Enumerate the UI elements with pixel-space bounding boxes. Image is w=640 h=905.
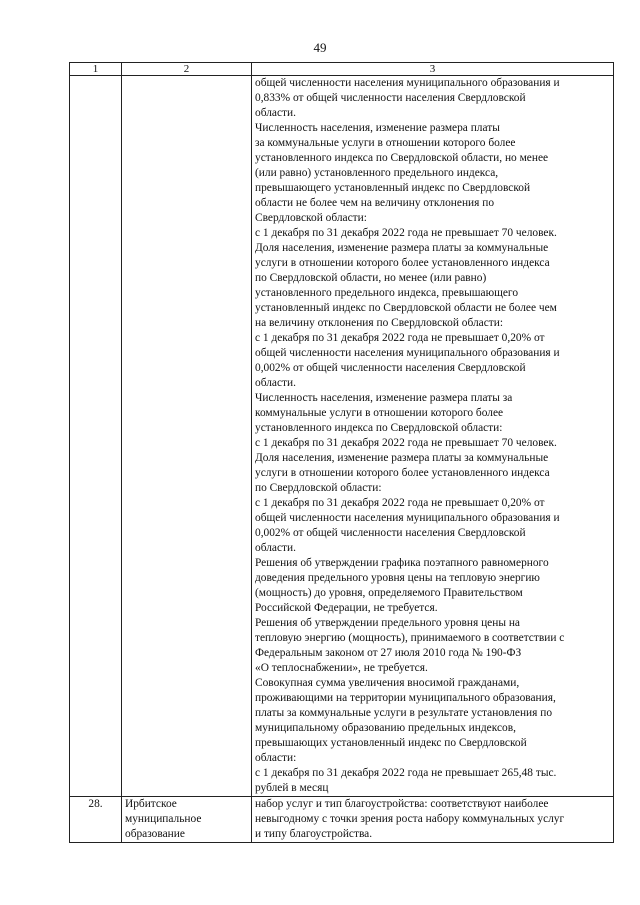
text-line: с 1 декабря по 31 декабря 2022 года не превышает 70 человек. bbox=[255, 227, 557, 239]
text-line: Численность населения, изменение размера платы за bbox=[255, 392, 513, 404]
text-line: за коммунальные услуги в отношении которого более bbox=[255, 137, 516, 149]
text-line: 0,833% от общей численности населения Свердловской bbox=[255, 92, 526, 104]
text-line: муниципальному образованию предельных индексов, bbox=[255, 722, 516, 734]
text-line: коммунальные услуги в отношении которого более bbox=[255, 407, 504, 419]
text-line: области. bbox=[255, 542, 296, 554]
text-line: установленного индекса по Свердловской области, но менее bbox=[255, 152, 549, 164]
text-line: 0,002% от общей численности населения Свердловской bbox=[255, 362, 526, 374]
municipality-name-line: Ирбитское bbox=[125, 798, 177, 810]
text-line: общей численности населения муниципального образования и bbox=[255, 512, 560, 524]
row-number-cell: 28. bbox=[70, 797, 122, 843]
text-line: услуги в отношении которого более установленного индекса bbox=[255, 467, 550, 479]
text-line: области: bbox=[255, 752, 297, 764]
text-line: установленный индекс по Свердловской области не более чем bbox=[255, 302, 557, 314]
municipality-cell bbox=[122, 797, 252, 843]
text-line: общей численности населения муниципального образования и bbox=[255, 347, 560, 359]
text-line: платы за коммунальные услуги в результате установления по bbox=[255, 707, 553, 719]
text-line: Доля населения, изменение размера платы за коммунальные bbox=[255, 242, 549, 254]
text-line: Решения об утверждении графика поэтапного равномерного bbox=[255, 557, 549, 569]
text-line: рублей в месяц bbox=[255, 782, 329, 794]
text-line: проживающими на территории муниципального образования, bbox=[255, 692, 556, 704]
municipality-name-line: образование bbox=[125, 828, 185, 840]
text-line: Совокупная сумма увеличения вносимой гражданами, bbox=[255, 677, 520, 689]
text-line: с 1 декабря по 31 декабря 2022 года не превышает 0,20% от bbox=[255, 497, 545, 509]
text-line: набор услуг и тип благоустройства: соответствуют наиболее bbox=[255, 798, 549, 810]
text-line: Российской Федерации, не требуется. bbox=[255, 602, 438, 614]
header-col-2: 2 bbox=[122, 63, 252, 76]
text-line: общей численности населения муниципального образования и bbox=[255, 77, 560, 89]
text-line: Доля населения, изменение размера платы за коммунальные bbox=[255, 452, 549, 464]
text-line: услуги в отношении которого более установленного индекса bbox=[255, 257, 550, 269]
row-number-cell bbox=[70, 76, 122, 797]
municipality-name-line: муниципальное bbox=[125, 813, 202, 825]
municipality-cell bbox=[122, 76, 252, 797]
text-line: Решения об утверждении предельного уровня цены на bbox=[255, 617, 520, 629]
text-line: установленного предельного индекса, превышающего bbox=[255, 287, 519, 299]
municipal-table bbox=[69, 62, 614, 843]
description-cell bbox=[252, 797, 614, 843]
text-line: с 1 декабря по 31 декабря 2022 года не превышает 0,20% от bbox=[255, 332, 545, 344]
description-cell bbox=[252, 76, 614, 797]
text-line: Численность населения, изменение размера платы bbox=[255, 122, 500, 134]
text-line: Федеральным законом от 27 июля 2010 года № 190-ФЗ bbox=[255, 647, 522, 659]
text-line: (мощность) до уровня, определяемого Правительством bbox=[255, 587, 523, 599]
text-line: области не более чем на величину отклонения по bbox=[255, 197, 495, 209]
text-line: доведения предельного уровня цены на тепловую энергию bbox=[255, 572, 540, 584]
text-line: с 1 декабря по 31 декабря 2022 года не превышает 265,48 тыс. bbox=[255, 767, 557, 779]
text-line: области. bbox=[255, 377, 296, 389]
page-number: 49 bbox=[313, 40, 327, 55]
table-row-continuation bbox=[70, 76, 614, 797]
text-line: превышающего установленный индекс по Свердловской bbox=[255, 182, 531, 194]
text-line: превышающих установленный индекс по Свердловской bbox=[255, 737, 527, 749]
table-row-28 bbox=[70, 797, 614, 843]
table-header-row bbox=[70, 63, 614, 76]
text-line: «О теплоснабжении», не требуется. bbox=[255, 662, 428, 674]
text-line: (или равно) установленного предельного индекса, bbox=[255, 167, 499, 179]
text-line: установленного индекса по Свердловской области: bbox=[255, 422, 503, 434]
text-line: тепловую энергию (мощность), принимаемого в соответствии с bbox=[255, 632, 565, 644]
header-col-1: 1 bbox=[70, 63, 122, 76]
text-line: по Свердловской области: bbox=[255, 482, 382, 494]
text-line: Свердловской области: bbox=[255, 212, 367, 224]
text-line: невыгодному с точки зрения роста набору коммунальных услуг bbox=[255, 813, 565, 825]
text-line: 0,002% от общей численности населения Свердловской bbox=[255, 527, 526, 539]
text-line: на величину отклонения по Свердловской области: bbox=[255, 317, 504, 329]
text-line: и типу благоустройства. bbox=[255, 828, 373, 840]
text-line: с 1 декабря по 31 декабря 2022 года не превышает 70 человек. bbox=[255, 437, 557, 449]
header-col-3: 3 bbox=[252, 63, 614, 76]
text-line: области. bbox=[255, 107, 296, 119]
text-line: по Свердловской области, но менее (или равно) bbox=[255, 272, 487, 284]
